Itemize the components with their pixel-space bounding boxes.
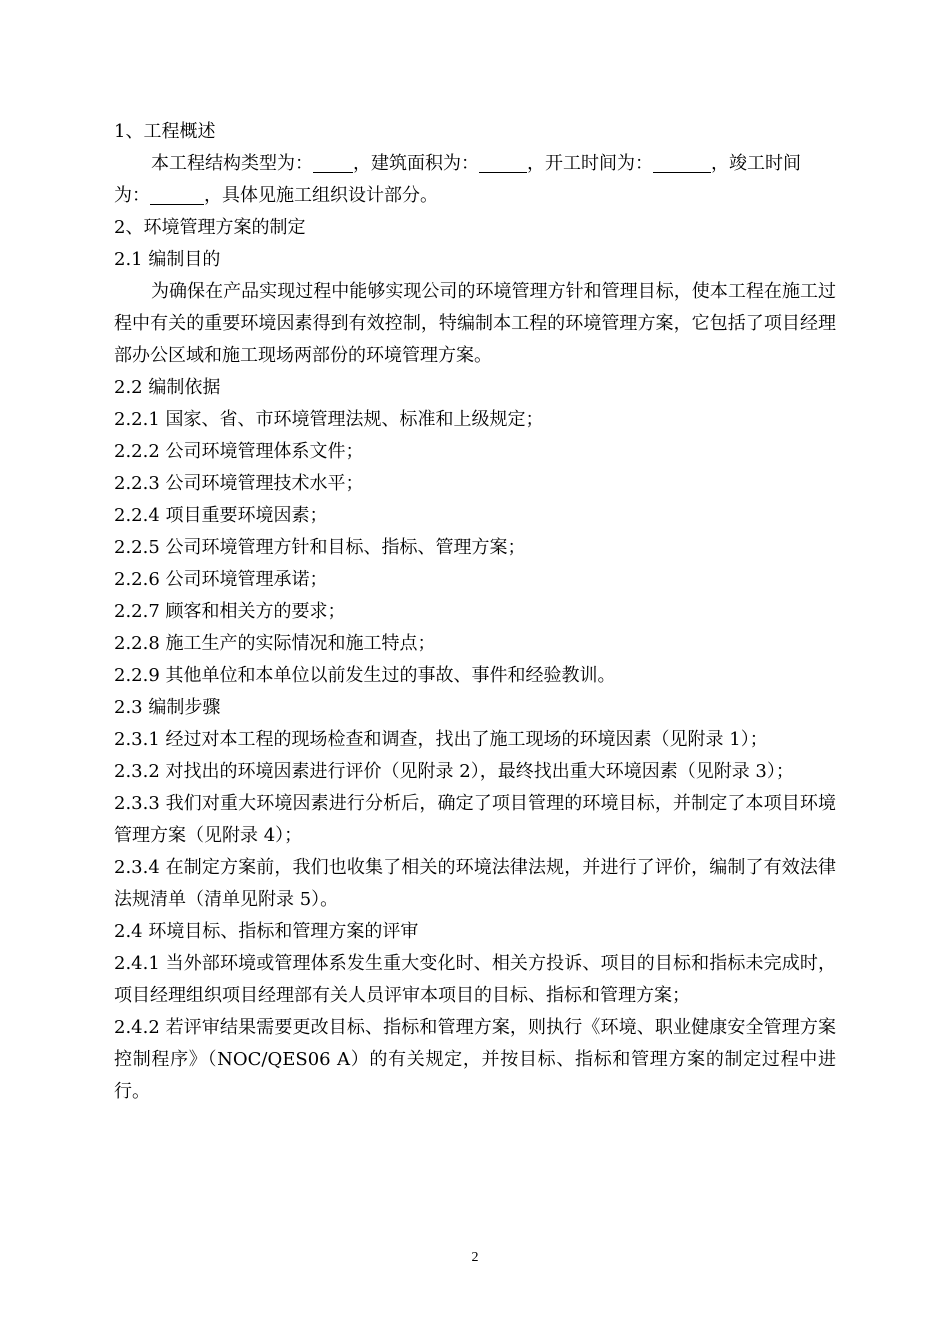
review-item: 2.4.2 若评审结果需要更改目标、指标和管理方案，则执行《环境、职业健康安全管理方案控制程序》（NOC/QES06 A）的有关规定，并按目标、指标和管理方案的制定过程中进行。 — [114, 1017, 836, 1102]
overview-text-5: 为： — [114, 185, 150, 206]
section-2-3-title: 2.3 编制步骤 — [114, 697, 221, 718]
overview-line-2 — [114, 180, 836, 212]
basis-item: 2.2.2 公司环境管理体系文件； — [114, 441, 364, 462]
blank-start-date — [653, 152, 711, 173]
step-item: 2.3.3 我们对重大环境因素进行分析后，确定了项目管理的环境目标，并制定了本项目环境管理方案（见附录 4）； — [114, 793, 836, 846]
section-2-4-title: 2.4 环境目标、指标和管理方案的评审 — [114, 921, 419, 942]
basis-item: 2.2.6 公司环境管理承诺； — [114, 569, 328, 590]
blank-structure-type — [313, 152, 353, 173]
page-number: 2 — [471, 1250, 479, 1265]
basis-item: 2.2.8 施工生产的实际情况和施工特点； — [114, 633, 436, 654]
review-item: 2.4.1 当外部环境或管理体系发生重大变化时、相关方投诉、项目的目标和指标未完成时，项目经理组织项目经理部有关人员评审本项目的目标、指标和管理方案； — [114, 953, 836, 1006]
heading-2: 2、环境管理方案的制定 — [114, 217, 306, 238]
blank-building-area — [479, 152, 527, 173]
overview-text-2: ，建筑面积为： — [353, 153, 479, 174]
basis-item: 2.2.5 公司环境管理方针和目标、指标、管理方案； — [114, 537, 526, 558]
section-2-1-text: 为确保在产品实现过程中能够实现公司的环境管理方针和管理目标，使本工程在施工过程中有关的重要环境因素得到有效控制，特编制本工程的环境管理方案，它包括了项目经理部办公区域和施工现场两部份的环境管理方案。 — [114, 281, 836, 366]
overview-text-6: ，具体见施工组织设计部分。 — [204, 185, 438, 206]
overview-line-1 — [114, 148, 836, 180]
section-2-1-title: 2.1 编制目的 — [114, 249, 221, 270]
basis-item: 2.2.9 其他单位和本单位以前发生过的事故、事件和经验教训。 — [114, 665, 616, 686]
basis-item: 2.2.7 顾客和相关方的要求； — [114, 601, 346, 622]
document-body — [114, 116, 836, 1108]
section-2-2-title: 2.2 编制依据 — [114, 377, 221, 398]
overview-text-3: ，开工时间为： — [527, 153, 653, 174]
basis-item: 2.2.4 项目重要环境因素； — [114, 505, 328, 526]
step-item: 2.3.1 经过对本工程的现场检查和调查，找出了施工现场的环境因素（见附录 1）； — [114, 729, 768, 750]
blank-completion-date — [150, 184, 204, 205]
heading-1: 1、工程概述 — [114, 121, 216, 142]
step-item: 2.3.4 在制定方案前，我们也收集了相关的环境法律法规，并进行了评价，编制了有效法律法规清单（清单见附录 5）。 — [114, 857, 836, 910]
basis-item: 2.2.1 国家、省、市环境管理法规、标准和上级规定； — [114, 409, 544, 430]
overview-text-4: ，竣工时间 — [711, 153, 801, 174]
overview-text-1: 本工程结构类型为： — [151, 153, 313, 174]
step-item: 2.3.2 对找出的环境因素进行评价（见附录 2），最终找出重大环境因素（见附录 3）； — [114, 761, 794, 782]
basis-item: 2.2.3 公司环境管理技术水平； — [114, 473, 364, 494]
